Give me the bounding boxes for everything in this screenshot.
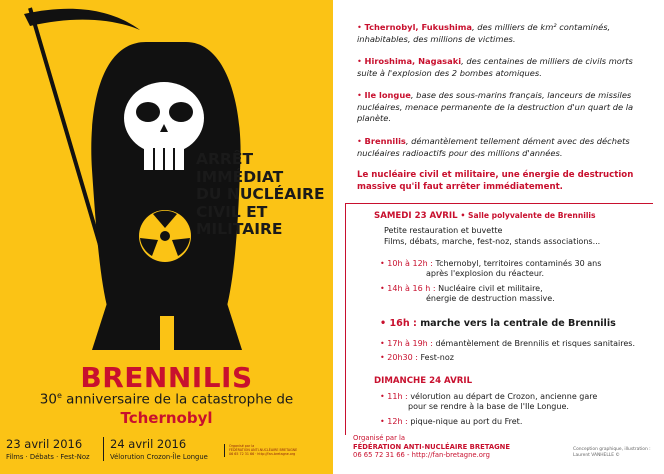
anniversary-line: 30e anniversaire de la catastrophe de [39, 391, 294, 408]
slogan-line: ARRÊT [196, 150, 254, 168]
date-1-sub: Films · Débats · Fest-Noz [6, 453, 90, 461]
intro-line: Petite restauration et buvette [384, 226, 503, 235]
program [345, 203, 653, 435]
slogan-line: IMMÉDIAT [196, 167, 284, 186]
program-item: • 17h à 19h : démantèlement de Brennilis et risques sanitaires. [380, 339, 635, 348]
bullet-item: • Tchernobyl, Fukushima, des milliers de km² contaminés, inhabitables, des millions de victimes. [357, 22, 611, 44]
footer-date-1 [6, 437, 90, 461]
day-1-heading: SAMEDI 23 AVRIL • Salle polyvalente de Brennilis [374, 211, 596, 221]
program-item-line: énergie de destruction massive. [426, 294, 555, 303]
intro-line: Films, débats, marche, fest-noz, stands associations... [384, 237, 601, 246]
statement: Le nucléaire civil et militaire, une énergie de destruction massive qu'il faut arrêter immédiatement. [357, 170, 634, 192]
slogan-line: DU NUCLÉAIRE [196, 185, 325, 203]
event-title: Tchernobyl [120, 409, 213, 427]
radiation-icon [139, 210, 191, 262]
slogan [196, 151, 333, 239]
march-item: • 16h : marche vers la centrale de Brennilis [380, 318, 616, 329]
bullet-item: • Brennilis, démantèlement tellement dément avec des déchets nucléaires radioactifs pour des millions d'années. [357, 136, 630, 158]
program-item-line: après l'explosion du réacteur. [426, 269, 545, 278]
skull-eye-left [136, 102, 160, 122]
program-item: • 11h : vélorution au départ de Crozon, ancienne gare [380, 392, 598, 401]
bullet-item: • Ile longue, base des sous-marins français, lanceurs de missiles nucléaires, menace permanente de la destruction d'un quart de la planète. [357, 90, 634, 124]
skull-eye-right [169, 102, 193, 122]
day-2-heading: DIMANCHE 24 AVRIL [374, 376, 473, 386]
slogan-line: MILITAIRE [196, 220, 283, 238]
footer-date-2 [103, 437, 208, 461]
bullet-item: • Hiroshima, Nagasaki, des centaines de milliers de civils morts suite à l'explosion des 2 bombes atomiques. [357, 56, 633, 78]
town-title: BRENNILIS [80, 361, 253, 394]
program-item-line: pour se rendre à la base de l'Ile Longue. [408, 402, 569, 411]
bomb-fin-gap [160, 316, 174, 352]
program-item: • 12h : pique-nique au port du Fret. [380, 417, 523, 426]
program-item: • 14h à 16 h : Nucléaire civil et militaire, [380, 284, 543, 293]
program-item: • 10h à 12h : Tchernobyl, territoires contaminés 30 ans [380, 259, 602, 268]
footer-organizer: Organisé par la FÉDÉRATION ANTI-NUCLÉAIRE BRETAGNE 06 65 72 31 66 · http://fan-bretagne.org [224, 444, 297, 457]
slogan-line: CIVIL ET [196, 202, 268, 221]
info-panel [333, 0, 664, 474]
date-1: 23 avril 2016 [6, 437, 83, 451]
date-2: 24 avril 2016 [110, 437, 187, 451]
scythe-blade [24, 9, 140, 30]
organizer: Organisé par la FÉDÉRATION ANTI-NUCLÉAIRE BRETAGNE 06 65 72 31 66 - http://fan-bretagne.org [353, 434, 511, 460]
design-credit: Conception graphique, illustration : Laurent VANHELLE © [573, 447, 651, 458]
date-2-sub: Vélorution Crozon-Île Longue [110, 453, 208, 461]
program-item: • 20h30 : Fest-noz [380, 353, 454, 362]
